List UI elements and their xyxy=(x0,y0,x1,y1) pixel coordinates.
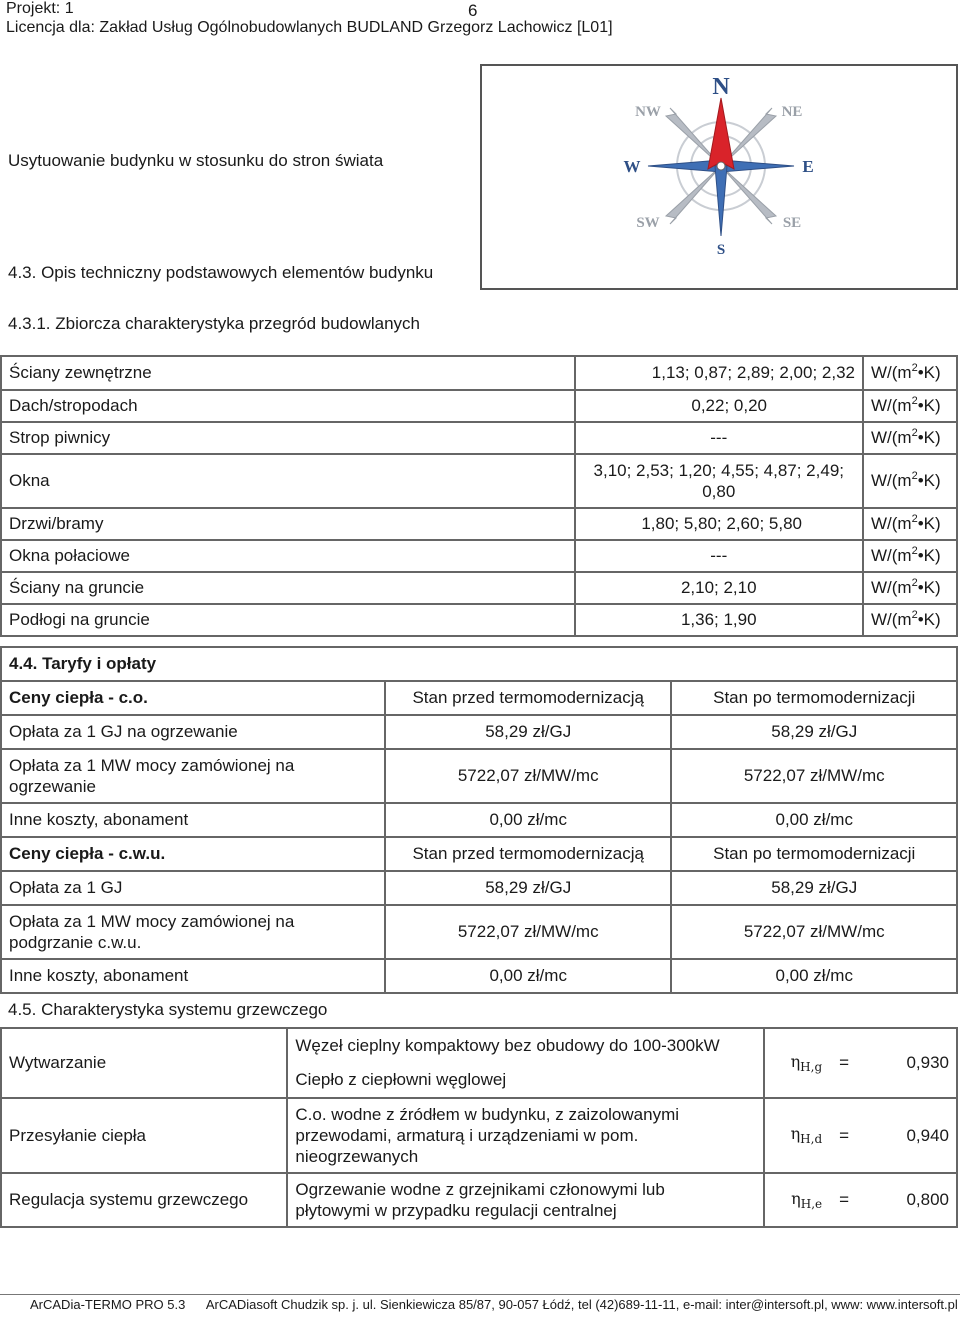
row-label: Opłata za 1 MW mocy zamówionej na ogrzewanie xyxy=(1,749,385,803)
table-row xyxy=(1,681,957,715)
unit-cell: $W/(m^2•K)$ xyxy=(863,356,957,390)
row-label: Dach/stropodach xyxy=(1,390,575,422)
project-label: Projekt: 1 xyxy=(6,0,74,17)
col-after: Stan po termomodernizacji xyxy=(671,837,957,871)
unit-cell: $W/(m^2•K)$ xyxy=(863,572,957,604)
row-value: 2,10; 2,10 xyxy=(575,572,863,604)
equals-sign: = xyxy=(822,1098,866,1173)
table-row xyxy=(1,803,957,837)
col-before: Stan przed termomodernizacją xyxy=(385,837,672,871)
value-after: 0,00 zł/mc xyxy=(671,959,957,993)
footer-divider xyxy=(0,1294,960,1295)
equals-sign: = xyxy=(822,1173,866,1227)
table-row xyxy=(1,1098,957,1173)
row-label: Przesyłanie ciepła xyxy=(1,1098,287,1173)
col-after: Stan po termomodernizacji xyxy=(671,681,957,715)
row-value: 3,10; 2,53; 1,20; 4,55; 4,87; 2,49; 0,80 xyxy=(575,454,863,508)
row-description: Ogrzewanie wodne z grzejnikami członowymi lub płytowymi w przypadku regulacji centralnej xyxy=(287,1173,764,1227)
row-label: Regulacja systemu grzewczego xyxy=(1,1173,287,1227)
table-row xyxy=(1,1173,957,1227)
section-45-title: 4.5. Charakterystyka systemu grzewczego xyxy=(8,1000,328,1019)
table-row xyxy=(1,905,957,959)
footer-company: ArCADiasoft Chudzik sp. j. ul. Sienkiewicza 85/87, 90-057 Łódź, tel (42)689-11-11, e-mail: inter@intersoft.pl, www: www.intersoft.pl xyxy=(205,1297,958,1312)
compass-sw: SW xyxy=(636,215,660,231)
efficiency-value: 0,940 xyxy=(866,1098,957,1173)
row-value: 1,80; 5,80; 2,60; 5,80 xyxy=(575,508,863,540)
section-43-title: 4.3. Opis techniczny podstawowych elementów budynku xyxy=(8,263,434,282)
value-before: 58,29 zł/GJ xyxy=(385,871,672,905)
value-before: 5722,07 zł/MW/mc xyxy=(385,749,672,803)
row-label: Ściany zewnętrzne xyxy=(1,356,575,390)
footer-program: ArCADia-TERMO PRO 5.3 xyxy=(30,1297,186,1312)
row-label: Opłata za 1 GJ xyxy=(1,871,385,905)
table-row xyxy=(1,959,957,993)
eta-symbol: $\eta_{H,e}$ xyxy=(764,1173,822,1227)
eta-symbol: $\eta_{H,g}$ xyxy=(764,1028,822,1098)
row-label: Wytwarzanie xyxy=(1,1028,287,1098)
compass-n: N xyxy=(712,74,730,100)
value-before: 58,29 zł/GJ xyxy=(385,715,672,749)
footer xyxy=(30,1297,958,1312)
table-row xyxy=(1,356,957,390)
table-row xyxy=(1,508,957,540)
partitions-table xyxy=(0,355,958,637)
efficiency-value: 0,800 xyxy=(866,1173,957,1227)
orientation-label: Usytuowanie budynku w stosunku do stron świata xyxy=(8,151,384,170)
value-before: 5722,07 zł/MW/mc xyxy=(385,905,672,959)
value-before: 0,00 zł/mc xyxy=(385,803,672,837)
unit-cell: $W/(m^2•K)$ xyxy=(863,540,957,572)
eta-symbol: $\eta_{H,d}$ xyxy=(764,1098,822,1173)
row-label: Opłata za 1 GJ na ogrzewanie xyxy=(1,715,385,749)
efficiency-value: 0,930 xyxy=(866,1028,957,1098)
table-row xyxy=(1,572,957,604)
row-description: C.o. wodne z źródłem w budynku, z zaizolowanymi przewodami, armaturą i urządzeniami w pom. nieogrzewanych xyxy=(287,1098,764,1173)
table-row xyxy=(1,390,957,422)
row-value: 0,22; 0,20 xyxy=(575,390,863,422)
row-label: Inne koszty, abonament xyxy=(1,959,385,993)
value-before: 0,00 zł/mc xyxy=(385,959,672,993)
unit-cell: $W/(m^2•K)$ xyxy=(863,422,957,454)
unit-cell: $W/(m^2•K)$ xyxy=(863,508,957,540)
table-row xyxy=(1,749,957,803)
compass-e: E xyxy=(802,157,814,176)
compass-nw: NW xyxy=(635,104,661,120)
row-label: Drzwi/bramy xyxy=(1,508,575,540)
row-label: Okna xyxy=(1,454,575,508)
value-after: 5722,07 zł/MW/mc xyxy=(671,905,957,959)
col-before: Stan przed termomodernizacją xyxy=(385,681,672,715)
value-after: 0,00 zł/mc xyxy=(671,803,957,837)
table-row xyxy=(1,422,957,454)
table-row xyxy=(1,604,957,636)
compass-se: SE xyxy=(782,215,802,231)
value-after: 58,29 zł/GJ xyxy=(671,715,957,749)
table-row xyxy=(1,540,957,572)
row-description: Węzeł cieplny kompaktowy bez obudowy do 100-300kW Ciepło z ciepłowni węglowej xyxy=(287,1028,764,1098)
equals-sign: = xyxy=(822,1028,866,1098)
license-line: Licencja dla: Zakład Usług Ogólnobudowlanych BUDLAND Grzegorz Lachowicz [L01] xyxy=(6,19,613,36)
table-row xyxy=(1,871,957,905)
unit-cell: $W/(m^2•K)$ xyxy=(863,454,957,508)
row-label: Podłogi na gruncie xyxy=(1,604,575,636)
unit-cell: $W/(m^2•K)$ xyxy=(863,604,957,636)
table-row xyxy=(1,715,957,749)
row-value: --- xyxy=(575,540,863,572)
row-value: --- xyxy=(575,422,863,454)
heating-system-table xyxy=(0,1027,958,1228)
table-row xyxy=(1,454,957,508)
value-after: 5722,07 zł/MW/mc xyxy=(671,749,957,803)
page-number: 6 xyxy=(468,1,478,20)
section-431-title: 4.3.1. Zbiorcza charakterystyka przegród budowlanych xyxy=(8,314,420,333)
compass-rose-icon xyxy=(608,74,834,258)
row-value: 1,13; 0,87; 2,89; 2,00; 2,32 xyxy=(575,356,863,390)
row-label: Okna połaciowe xyxy=(1,540,575,572)
table-row xyxy=(1,647,957,681)
compass-w: W xyxy=(623,157,641,176)
table-row xyxy=(1,837,957,871)
row-label: Strop piwnicy xyxy=(1,422,575,454)
compass-ne: NE xyxy=(781,104,803,120)
co-heading: Ceny ciepła - c.o. xyxy=(1,681,385,715)
row-label: Opłata za 1 MW mocy zamówionej na podgrzanie c.w.u. xyxy=(1,905,385,959)
value-after: 58,29 zł/GJ xyxy=(671,871,957,905)
tariffs-table xyxy=(0,646,958,994)
row-label: Ściany na gruncie xyxy=(1,572,575,604)
section-44-title: 4.4. Taryfy i opłaty xyxy=(1,647,957,681)
unit-cell: $W/(m^2•K)$ xyxy=(863,390,957,422)
cwu-heading: Ceny ciepła - c.w.u. xyxy=(1,837,385,871)
table-row xyxy=(1,1028,957,1098)
row-value: 1,36; 1,90 xyxy=(575,604,863,636)
row-label: Inne koszty, abonament xyxy=(1,803,385,837)
compass-s: S xyxy=(716,242,726,258)
compass-frame xyxy=(480,64,958,290)
